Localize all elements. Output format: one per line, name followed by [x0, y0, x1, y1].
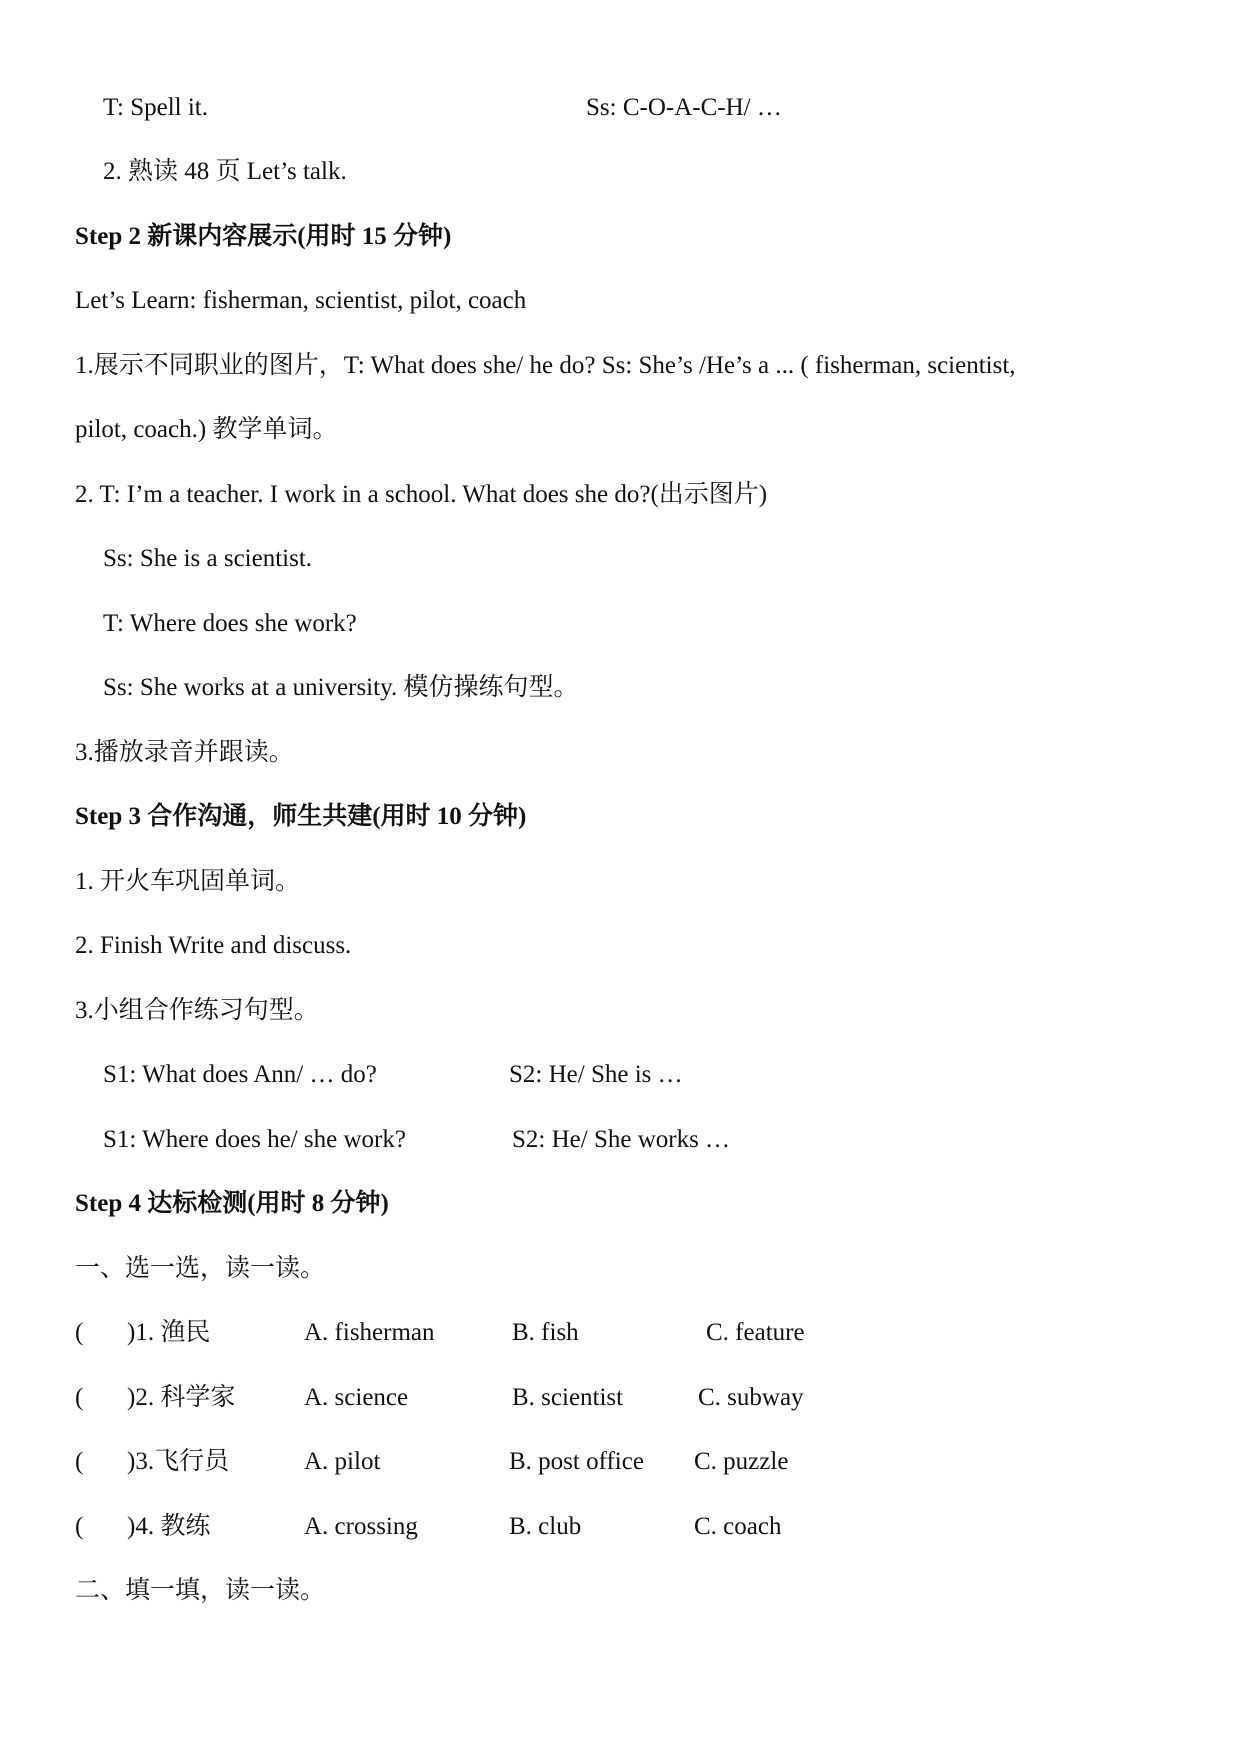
- answer-blank-open: (: [75, 1448, 84, 1475]
- lets-learn-line: Let’s Learn: fisherman, scientist, pilot, coach: [75, 287, 527, 314]
- students-spell-line: Ss: C-O-A-C-H/ …: [586, 94, 782, 121]
- pair-practice-question-1: S1: What does Ann/ … do?: [103, 1061, 377, 1088]
- quiz-question: )3.飞行员: [127, 1448, 230, 1475]
- step2-item1-line: 1.展示不同职业的图片，T: What does she/ he do? Ss: She’s /He’s a ... ( fisherman, scientist,: [75, 352, 1016, 379]
- answer-blank-open: (: [75, 1319, 84, 1346]
- option-b: B. fish: [512, 1319, 579, 1346]
- step3-item2-line: 2. Finish Write and discuss.: [75, 932, 352, 959]
- step2-item2-line: 2. T: I’m a teacher. I work in a school. What does she do?(出示图片): [75, 481, 768, 508]
- option-b: B. club: [509, 1513, 582, 1540]
- step2-item1-continued: pilot, coach.) 教学单词。: [75, 416, 338, 443]
- step3-heading: Step 3 合作沟通，师生共建(用时 10 分钟): [75, 803, 527, 830]
- answer-blank-open: (: [75, 1384, 84, 1411]
- part1-heading: 一、选一选，读一读。: [75, 1255, 326, 1282]
- read-talk-line: 2. 熟读 48 页 Let’s talk.: [103, 158, 347, 185]
- step4-heading: Step 4 达标检测(用时 8 分钟): [75, 1190, 389, 1217]
- option-a: A. science: [304, 1384, 409, 1411]
- pair-practice-answer-2: S2: He/ She works …: [512, 1126, 731, 1153]
- quiz-question: )2. 科学家: [127, 1384, 236, 1411]
- option-b: B. post office: [509, 1448, 644, 1475]
- step2-item3-line: 3.播放录音并跟读。: [75, 739, 294, 766]
- option-c: C. coach: [694, 1513, 782, 1540]
- option-c: C. puzzle: [694, 1448, 789, 1475]
- part2-heading: 二、填一填，读一读。: [75, 1577, 326, 1604]
- step2-heading: Step 2 新课内容展示(用时 15 分钟): [75, 223, 452, 250]
- answer-blank-open: (: [75, 1513, 84, 1540]
- step3-item1-line: 1. 开火车巩固单词。: [75, 868, 301, 895]
- pair-practice-question-2: S1: Where does he/ she work?: [103, 1126, 406, 1153]
- pair-practice-answer-1: S2: He/ She is …: [509, 1061, 683, 1088]
- option-b: B. scientist: [512, 1384, 624, 1411]
- dialog-university-line: Ss: She works at a university. 模仿操练句型。: [103, 674, 579, 701]
- quiz-question: )4. 教练: [127, 1513, 211, 1540]
- quiz-question: )1. 渔民: [127, 1319, 211, 1346]
- step3-item3-line: 3.小组合作练习句型。: [75, 997, 319, 1024]
- dialog-scientist-line: Ss: She is a scientist.: [103, 545, 313, 572]
- dialog-where-line: T: Where does she work?: [103, 610, 357, 637]
- option-a: A. pilot: [304, 1448, 381, 1475]
- option-a: A. crossing: [304, 1513, 418, 1540]
- option-a: A. fisherman: [304, 1319, 435, 1346]
- option-c: C. subway: [698, 1384, 804, 1411]
- option-c: C. feature: [706, 1319, 805, 1346]
- teacher-spell-line: T: Spell it.: [103, 94, 209, 121]
